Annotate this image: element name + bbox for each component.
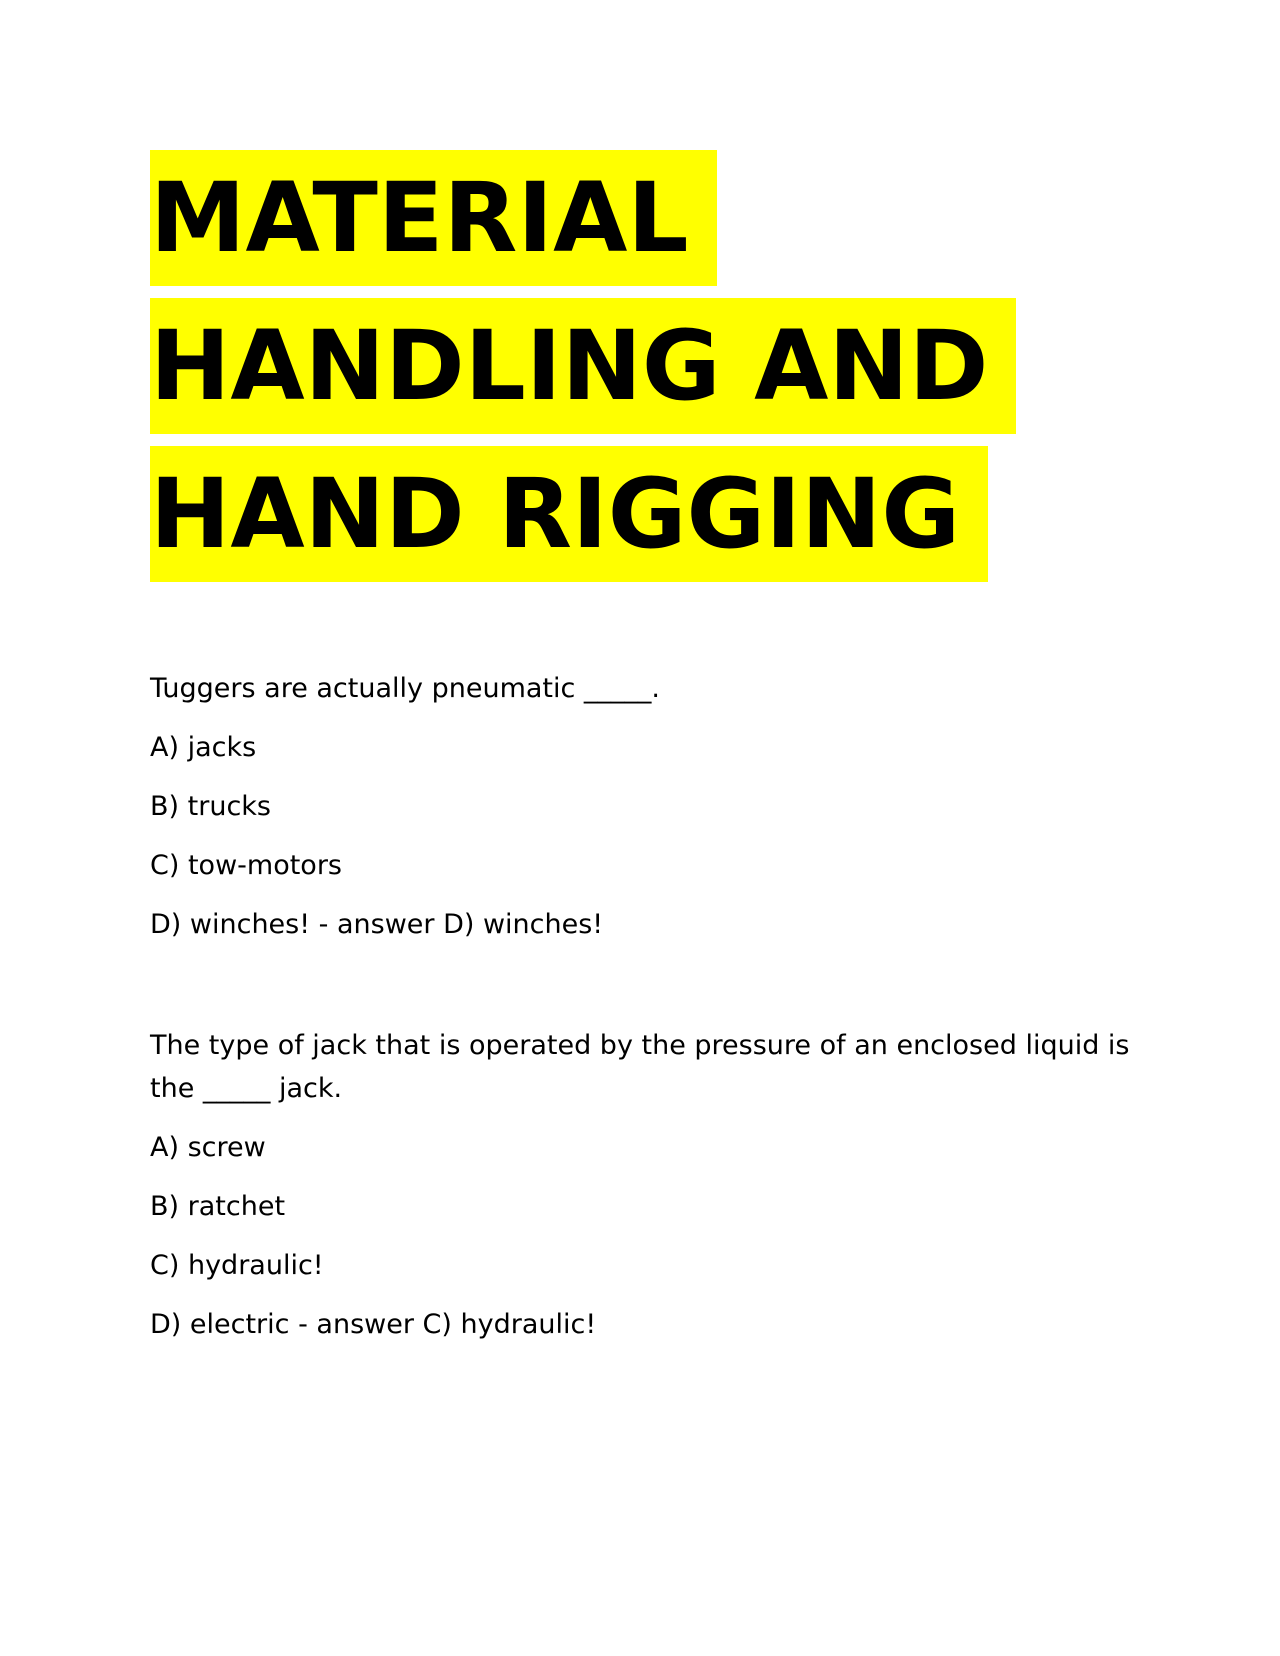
question-text: Tuggers are actually pneumatic _____. bbox=[150, 673, 661, 704]
title-line-3: HAND RIGGING bbox=[150, 446, 988, 582]
question-text: The type of jack that is operated by the pressure of an enclosed liquid is the _____ jack. bbox=[150, 1030, 1130, 1104]
question-block-2 bbox=[150, 1024, 1130, 1362]
title-line-1: MATERIAL bbox=[150, 150, 717, 286]
option-b: B) ratchet bbox=[150, 1191, 286, 1222]
option-b: B) trucks bbox=[150, 791, 271, 822]
option-c: C) tow-motors bbox=[150, 850, 342, 881]
document-title bbox=[150, 150, 1150, 594]
option-a: A) jacks bbox=[150, 732, 257, 763]
question-block-1 bbox=[150, 667, 1130, 962]
title-line-2: HANDLING AND bbox=[150, 298, 1016, 434]
option-c: C) hydraulic! bbox=[150, 1250, 324, 1281]
option-a: A) screw bbox=[150, 1132, 266, 1163]
option-d-answer: D) electric - answer C) hydraulic! bbox=[150, 1309, 597, 1340]
option-d-answer: D) winches! - answer D) winches! bbox=[150, 909, 604, 940]
